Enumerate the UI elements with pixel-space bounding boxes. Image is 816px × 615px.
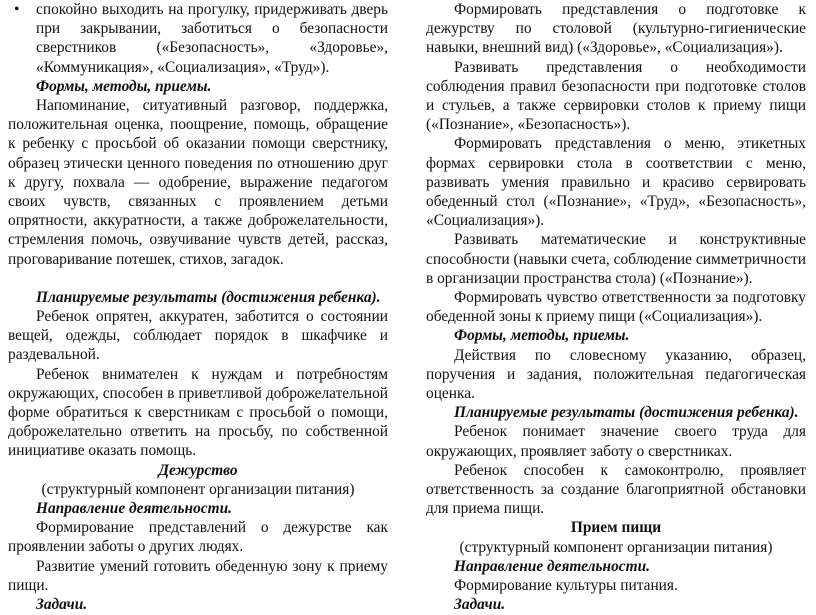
direction-paragraph: Формирование представлений о дежурстве как проявлении заботы о других людях. bbox=[8, 519, 388, 556]
section-subtitle: (структурный компонент организации питания) bbox=[459, 538, 773, 556]
bullet-item-text: спокойно выходить на прогулку, придерживать дверь при закрывании, заботиться о безопасности сверстников («Безопасность», «Здоровье», «Коммуникация», «Социализация», «Труд»). bbox=[36, 1, 388, 76]
bullet-item bbox=[8, 0, 388, 77]
forms-paragraph: Напоминание, ситуативный разговор, поддержка, положительная оценка, поощрение, помощь, обращение к ребенку с просьбой об оказании помощи сверстнику, образец этически ценного поведения по отношению друг к другу, похвала — одобрение, выражение педагогом своих чувств, связанных с проявлением детьми опрятности, аккуратности, а также доброжелательности, стремления помочь, озвучивание чувств детей, рассказ, проговаривание потешек, стихов, загадок. bbox=[8, 97, 388, 268]
direction-paragraph: Формирование культуры питания. bbox=[454, 577, 678, 595]
forms-paragraph: Действия по словесному указанию, образец, поручения и задания, положительная педагогическая оценка. bbox=[426, 346, 806, 403]
spacer bbox=[8, 269, 388, 288]
section-title: Дежурство bbox=[158, 461, 238, 479]
forms-heading: Формы, методы, приемы. bbox=[454, 327, 630, 345]
results-paragraph: Ребенок способен к самоконтролю, проявляет ответственность за создание благоприятной обстановки для приема пищи. bbox=[426, 461, 806, 518]
tasks-heading: Задачи. bbox=[36, 596, 88, 614]
direction-heading: Направление деятельности. bbox=[36, 500, 232, 518]
left-column bbox=[8, 0, 388, 614]
task-paragraph: Формировать представления о подготовке к дежурству по столовой (культурно-гигиенические навыки, внешний вид) («Здоровье», «Социализация»). bbox=[426, 1, 806, 57]
task-paragraph: Формировать представления о меню, этикетных формах сервировки стола в соответствии с меню, развивать умения правильно и красиво сервировать обеденный стол («Познание», «Труд», «Безопасность», «Социализация»). bbox=[426, 135, 806, 230]
results-heading: Планируемые результаты (достижения ребенка). bbox=[454, 404, 799, 422]
results-heading: Планируемые результаты (достижения ребенка). bbox=[36, 288, 381, 306]
right-column bbox=[426, 0, 806, 615]
direction-paragraph: Развитие умений готовить обеденную зону к приему пищи. bbox=[8, 557, 388, 594]
tasks-heading: Задачи. bbox=[454, 596, 506, 614]
section-subtitle: (структурный компонент организации питания) bbox=[41, 480, 355, 498]
bullet-icon: • bbox=[14, 1, 20, 18]
forms-heading: Формы, методы, приемы. bbox=[36, 77, 212, 95]
section-title: Прием пищи bbox=[570, 519, 662, 537]
results-paragraph: Ребенок понимает значение своего труда для окружающих, проявляет заботу о сверстниках. bbox=[426, 423, 806, 460]
task-paragraph: Формировать чувство ответственности за подготовку обеденной зоны к приему пищи («Социализация»). bbox=[426, 289, 806, 326]
results-paragraph: Ребенок опрятен, аккуратен, заботится о состоянии вещей, одежды, соблюдает порядок в шкафчике и раздевальной. bbox=[8, 308, 388, 364]
results-paragraph: Ребенок внимателен к нуждам и потребностям окружающих, способен в приветливой доброжелательной форме обратиться к сверстникам с просьбой о помощи, доброжелательно ответить на просьбу, по собственной инициативе оказать помощь. bbox=[8, 365, 388, 460]
task-paragraph: Развивать представления о необходимости соблюдения правил безопасности при подготовке столов и стульев, а также сервировки столов к приему пищи («Познание», «Безопасность»). bbox=[426, 58, 806, 134]
direction-heading: Направление деятельности. bbox=[454, 557, 650, 575]
task-paragraph: Развивать математические и конструктивные способности (навыки счета, соблюдение симметричности в организации пространства стола) («Познание»). bbox=[426, 231, 806, 287]
